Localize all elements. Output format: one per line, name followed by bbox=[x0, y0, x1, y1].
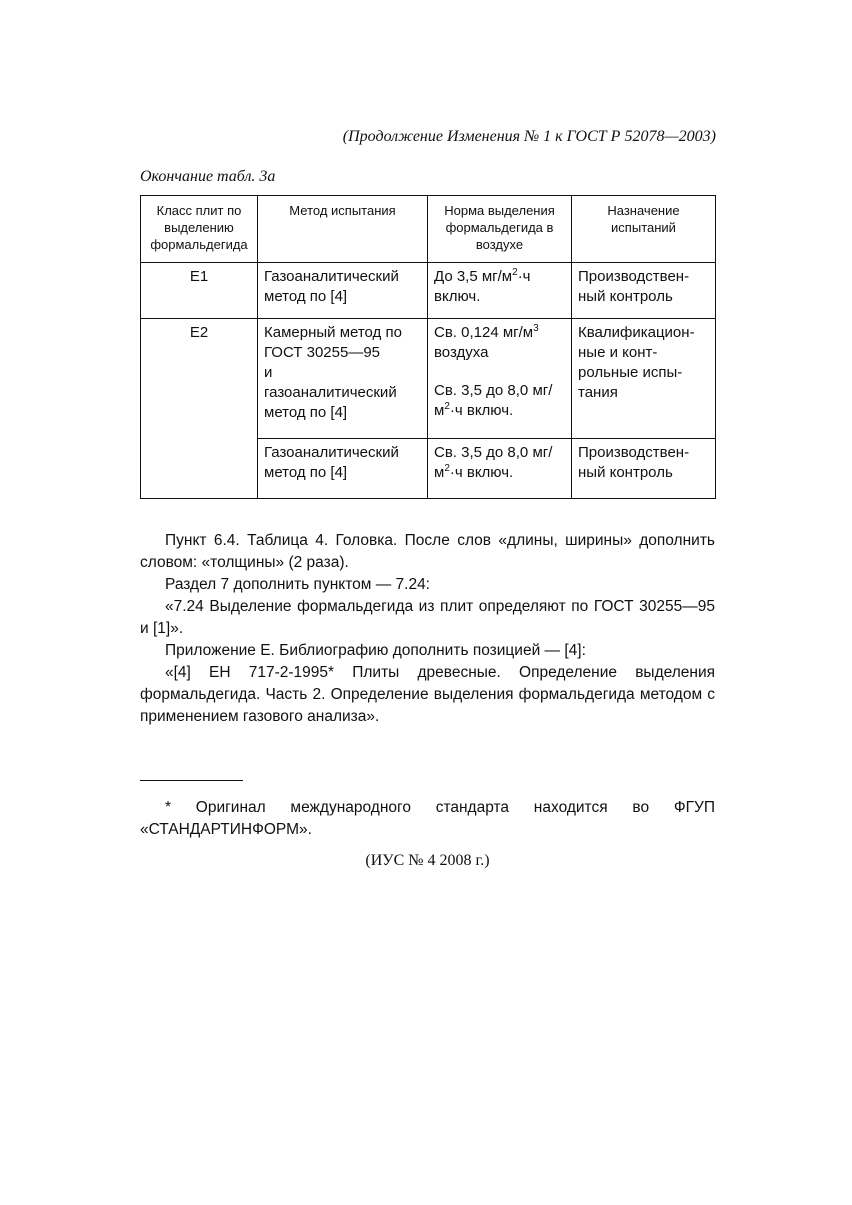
paragraph-bibliography-4: «[4] ЕН 717-2-1995* Плиты древесные. Определение выделения формальдегида. Часть 2. Определение выделения формальдегида методом с применением газового анализа». bbox=[140, 664, 715, 725]
method-cell: Газоаналитический метод по [4] bbox=[258, 263, 428, 319]
purpose-cell: Производствен-ный контроль bbox=[572, 263, 716, 319]
column-header-norm: Норма выделения формальдегида в воздухе bbox=[428, 196, 572, 263]
paragraph-section-7: Раздел 7 дополнить пунктом — 7.24: bbox=[165, 576, 430, 593]
class-cell: Е2 bbox=[141, 319, 258, 499]
class-cell: Е1 bbox=[141, 263, 258, 319]
norm-cell: Св. 3,5 до 8,0 $мг/м^2\cdot ч$ включ. bbox=[428, 439, 572, 499]
paragraph-appendix-e: Приложение Е. Библиографию дополнить позицией — [4]: bbox=[165, 642, 586, 659]
ius-reference: (ИУС № 4 2008 г.) bbox=[365, 852, 490, 869]
column-header-purpose: Назначение испытаний bbox=[572, 196, 716, 263]
method-cell: Газоаналитический метод по [4] bbox=[258, 439, 428, 499]
paragraph-amendment-6-4: Пункт 6.4. Таблица 4. Головка. После слов «длины, ширины» дополнить словом: «толщины» (2 раза). bbox=[140, 532, 715, 571]
standards-table bbox=[140, 195, 716, 499]
column-header-class: Класс плит по выделению формальдегида bbox=[141, 196, 258, 263]
footnote-divider bbox=[140, 780, 243, 781]
norm-cell: До 3,5 $мг/м^2\cdot ч$ включ. bbox=[428, 263, 572, 319]
footnote: * Оригинал международного стандарта находится во ФГУП «СТАНДАРТИНФОРМ». bbox=[140, 799, 715, 838]
table-row bbox=[141, 319, 716, 439]
document-header: (Продолжение Изменения № 1 к ГОСТ Р 52078—2003) bbox=[342, 128, 716, 145]
table-row bbox=[141, 263, 716, 319]
method-cell: Камерный метод по ГОСТ 30255—95 и газоаналитический метод по [4] bbox=[258, 319, 428, 439]
table-header-row bbox=[141, 196, 716, 263]
purpose-cell: Производствен-ный контроль bbox=[572, 439, 716, 499]
table-caption: Окончание табл. 3а bbox=[140, 168, 276, 185]
purpose-cell: Квалификацион-ные и конт-рольные испы-тания bbox=[572, 319, 716, 439]
paragraph-7-24: «7.24 Выделение формальдегида из плит определяют по ГОСТ 30255—95 и [1]». bbox=[140, 598, 715, 637]
norm-cell: Св. 0,124 $мг/м^3$ воздуха Св. 3,5 до 8,0 $мг/м^2\cdot ч$ включ. bbox=[428, 319, 572, 439]
column-header-method: Метод испытания bbox=[258, 196, 428, 263]
